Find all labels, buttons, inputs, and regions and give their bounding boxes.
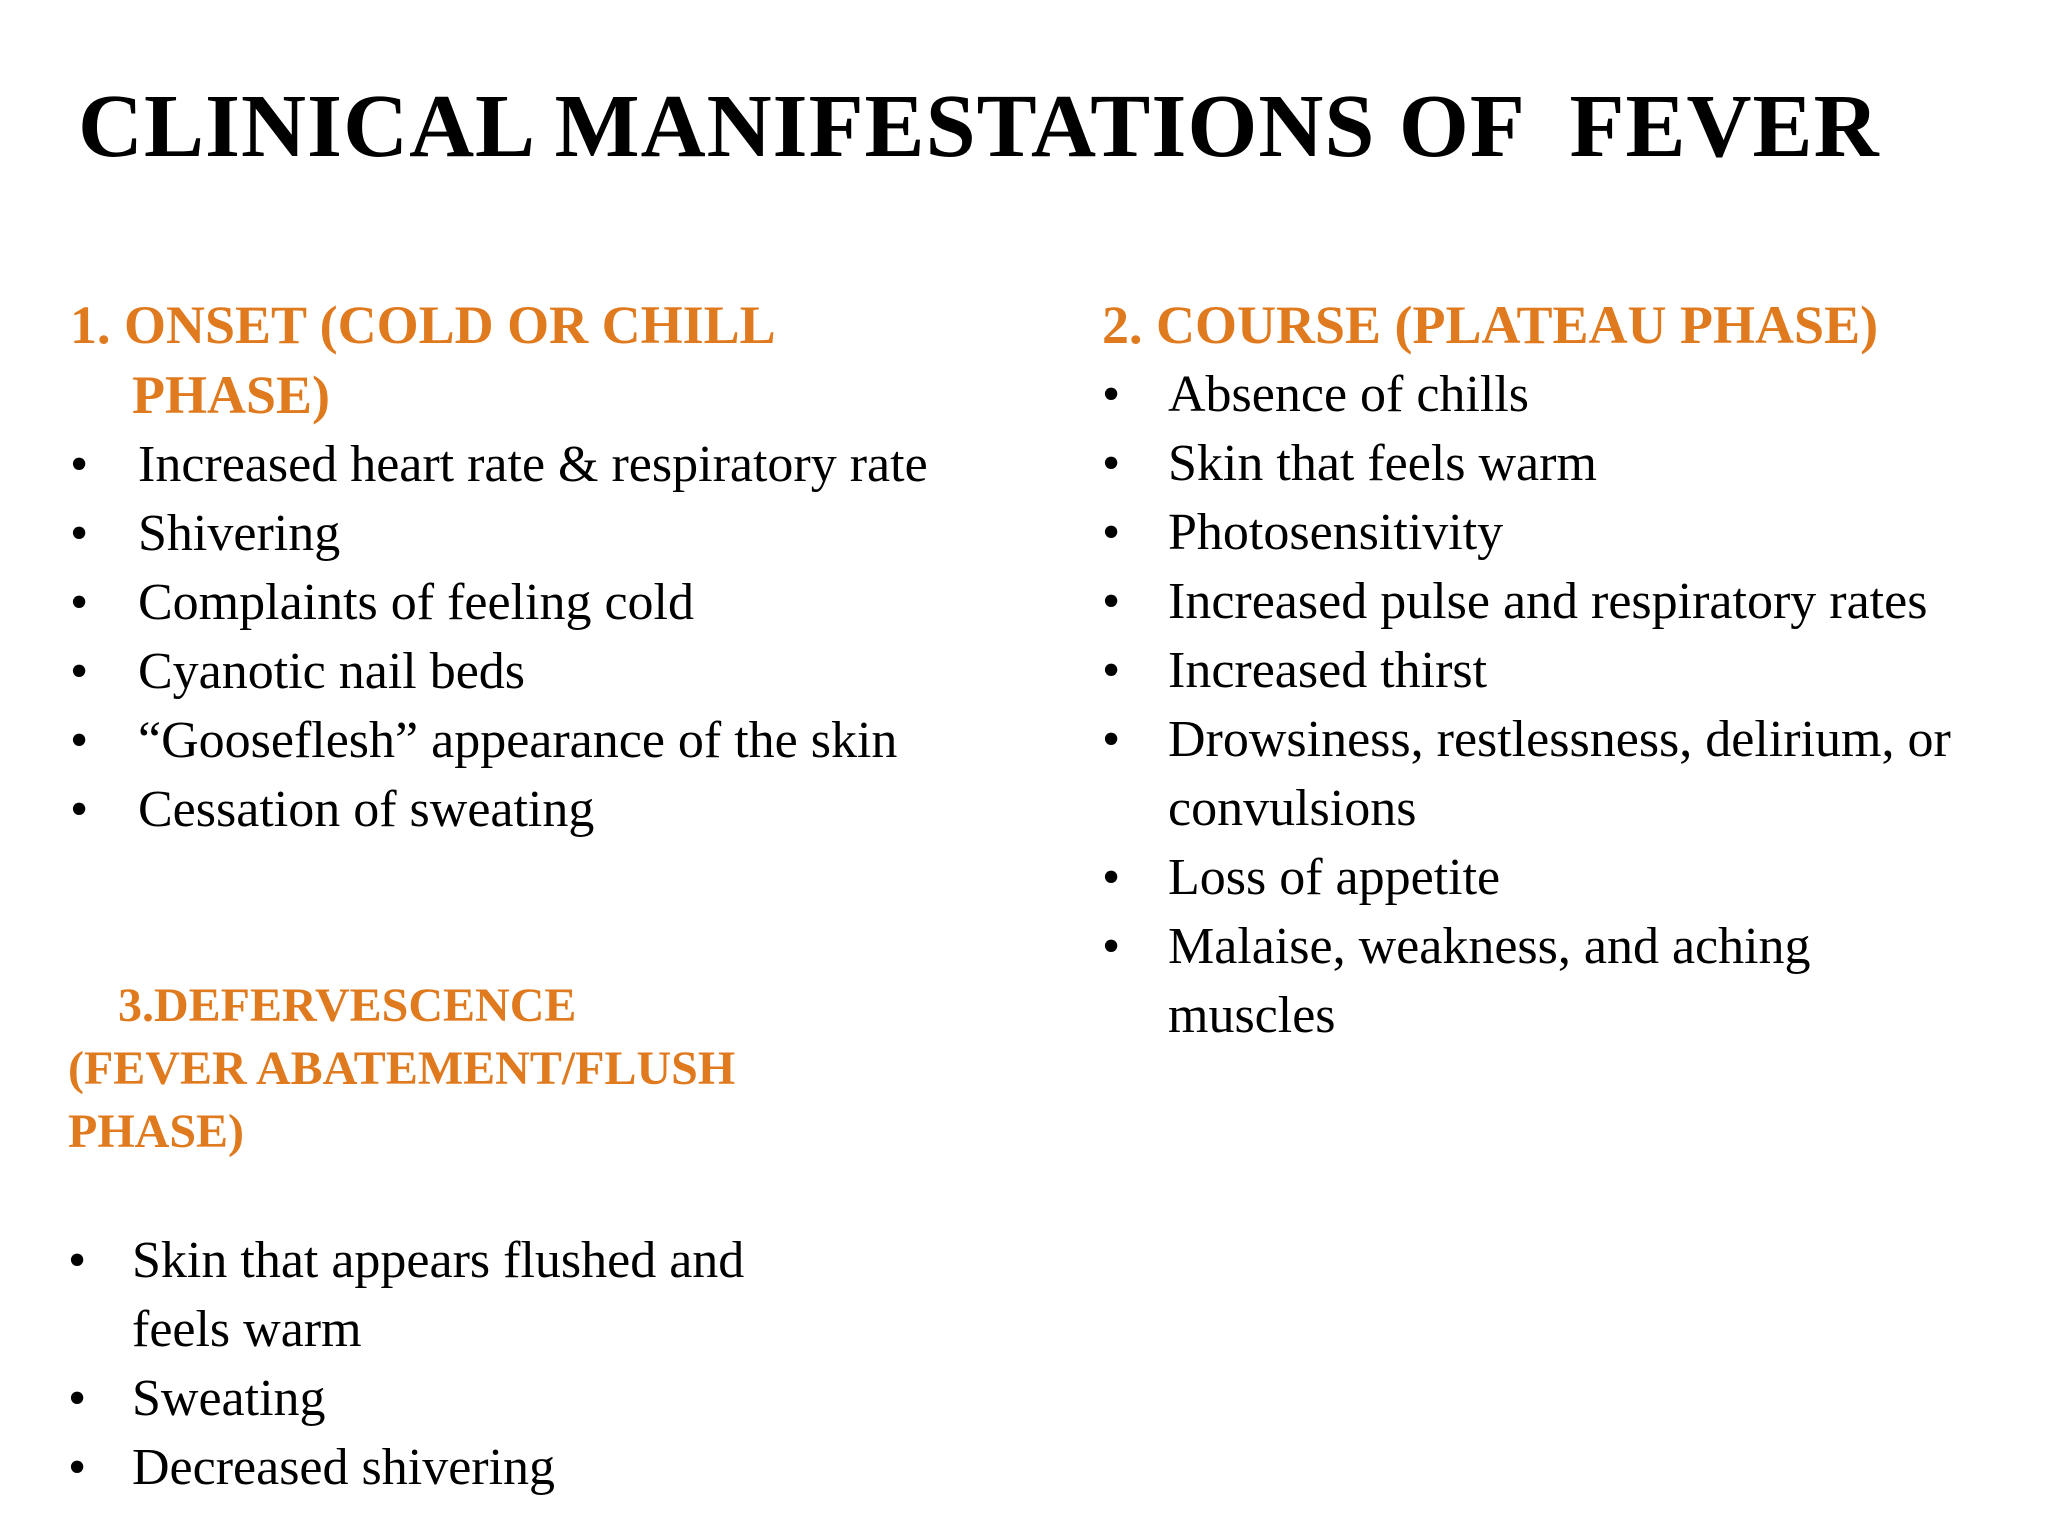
bullet-icon: •: [1102, 849, 1121, 906]
slide-title: CLINICAL MANIFESTATIONS OF FEVER: [78, 77, 1880, 176]
bullet-icon: •: [1102, 504, 1121, 561]
onset-heading-line2: PHASE): [132, 365, 331, 425]
defervescence-list: [68, 1226, 828, 1502]
bullet-icon: •: [1102, 366, 1121, 423]
bullet-icon: •: [1102, 642, 1121, 699]
defervescence-section: [68, 974, 828, 1502]
list-item: • Cyanotic nail beds: [70, 637, 1050, 706]
list-item: • Sweating: [68, 1364, 828, 1433]
list-item: • Decreased shivering: [68, 1433, 828, 1502]
list-item: • Drowsiness, restlessness, delirium, or convulsions: [1102, 705, 2048, 843]
bullet-icon: •: [70, 643, 89, 700]
bullet-icon: •: [70, 505, 89, 562]
course-section: [1102, 290, 2032, 1050]
bullet-icon: •: [1102, 918, 1121, 975]
bullet-icon: •: [1102, 573, 1121, 630]
list-item: • Skin that feels warm: [1102, 429, 2032, 498]
list-item: • Increased heart rate & respiratory rate: [70, 430, 1050, 499]
bullet-icon: •: [68, 1232, 87, 1289]
bullet-icon: •: [70, 712, 89, 769]
list-item: • Shivering: [70, 499, 1050, 568]
bullet-icon: •: [70, 574, 89, 631]
onset-list: [70, 430, 1050, 844]
defervescence-heading: [68, 974, 828, 1163]
onset-section: [70, 290, 1050, 844]
list-item: • Increased thirst: [1102, 636, 2032, 705]
list-item: • Complaints of feeling cold: [70, 568, 1050, 637]
list-item: • Loss of appetite: [1102, 843, 2032, 912]
bullet-icon: •: [70, 436, 89, 493]
onset-heading: [70, 290, 1050, 430]
onset-heading-line1: 1. ONSET (COLD OR CHILL: [70, 295, 776, 355]
course-heading: 2. COURSE (PLATEAU PHASE): [1102, 295, 1879, 355]
bullet-icon: •: [70, 781, 89, 838]
course-list: [1102, 360, 2032, 1050]
bullet-icon: •: [68, 1370, 87, 1427]
bullet-icon: •: [68, 1439, 87, 1496]
list-item: • Malaise, weakness, and aching muscles: [1102, 912, 1948, 1050]
bullet-icon: •: [1102, 711, 1121, 768]
defervescence-heading-line3: PHASE): [68, 1105, 245, 1158]
list-item: • Photosensitivity: [1102, 498, 2032, 567]
list-item: • Skin that appears flushed and feels warm: [68, 1226, 752, 1364]
bullet-icon: •: [1102, 435, 1121, 492]
defervescence-heading-line2: (FEVER ABATEMENT/FLUSH: [68, 1042, 736, 1095]
list-item: • Cessation of sweating: [70, 775, 1050, 844]
list-item: • Absence of chills: [1102, 360, 2032, 429]
list-item: • “Gooseflesh” appearance of the skin: [70, 706, 1050, 775]
list-item: • Increased pulse and respiratory rates: [1102, 567, 1968, 636]
defervescence-heading-line1: 3.DEFERVESCENCE: [118, 979, 577, 1032]
